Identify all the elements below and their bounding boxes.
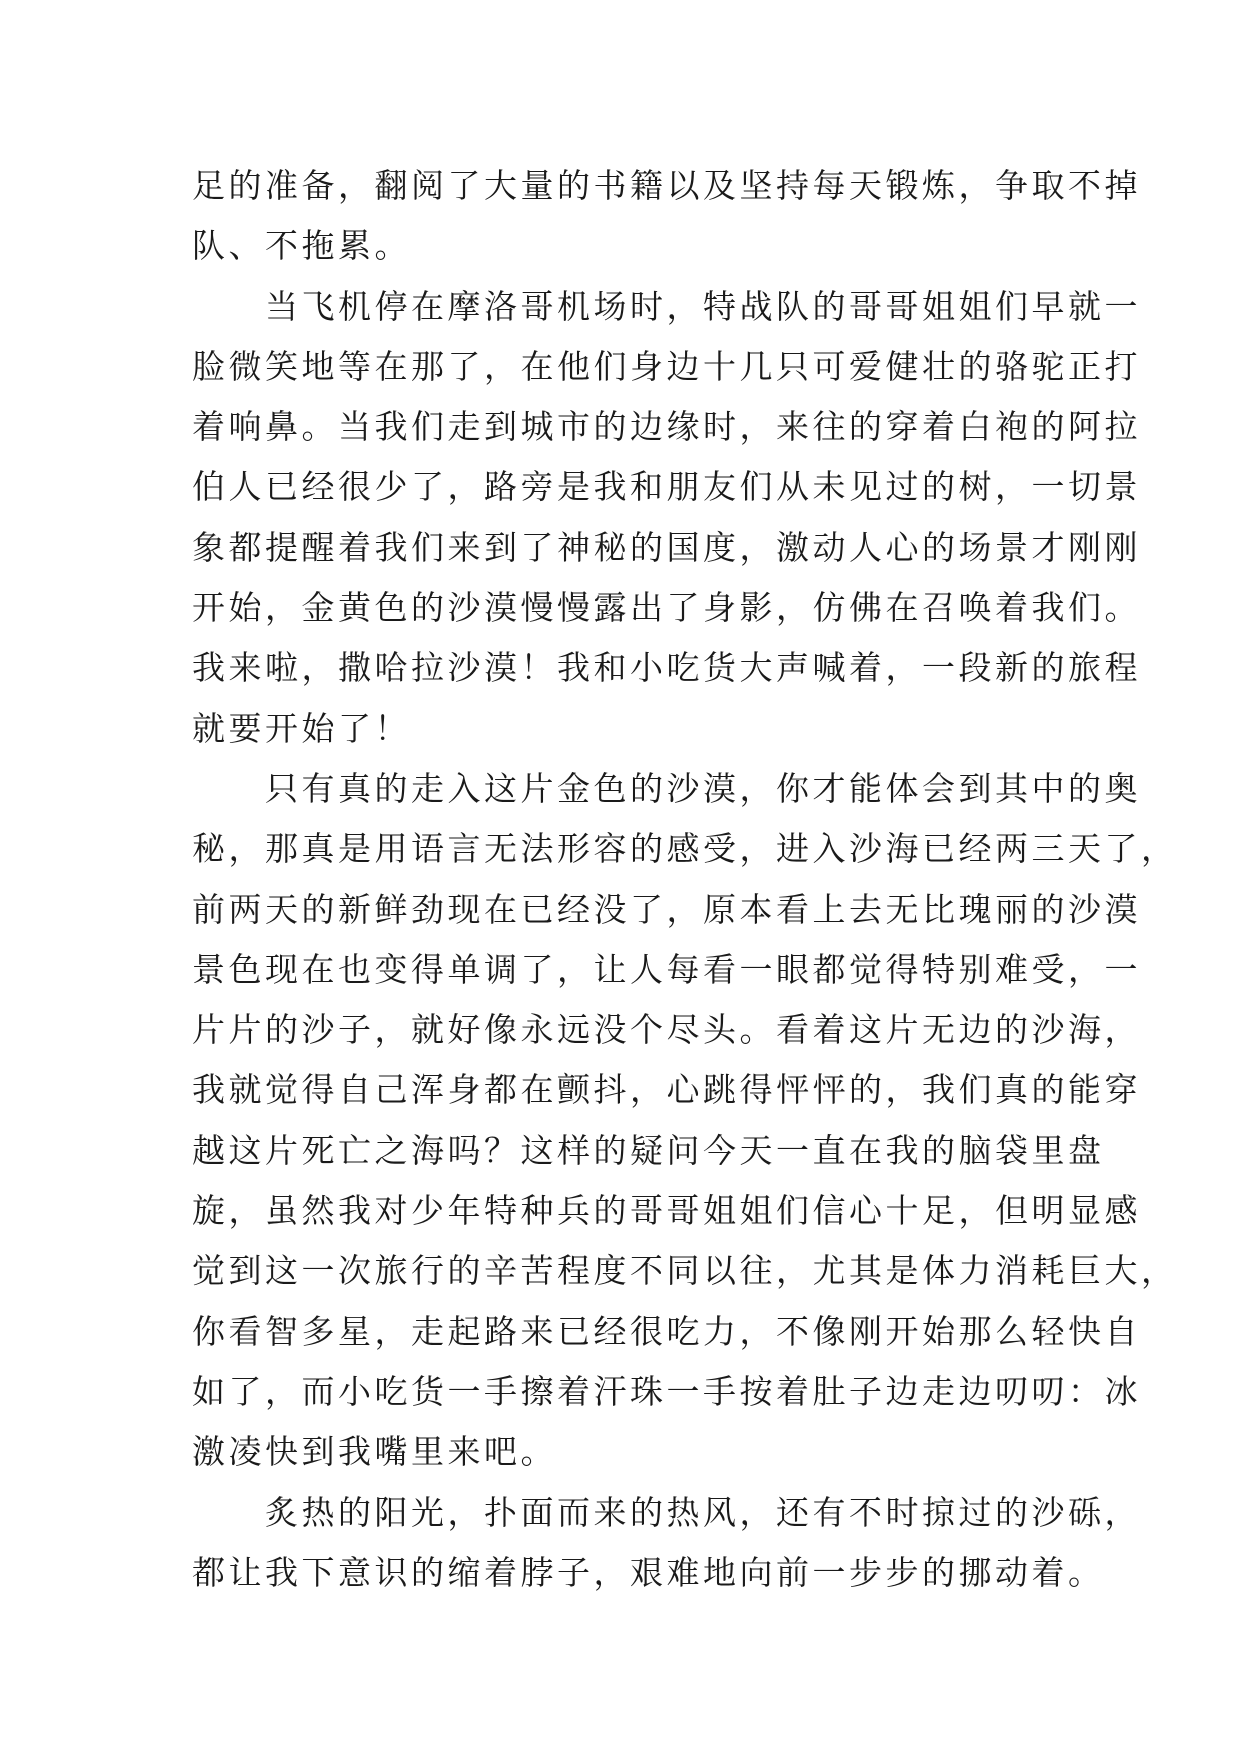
text-line: 片片的沙子，就好像永远没个尽头。看着这片无边的沙海，	[192, 1010, 1141, 1050]
text-line: 足的准备，翻阅了大量的书籍以及坚持每天锻炼，争取不掉	[192, 166, 1141, 205]
paragraph-first-line: 炙热的阳光，扑面而来的热风，还有不时掠过的沙砾，	[265, 1492, 1141, 1532]
text-line: 脸微笑地等在那了，在他们身边十几只可爱健壮的骆驼正打	[192, 346, 1141, 386]
text-line: 你看智多星，走起路来已经很吃力，不像刚开始那么轻快自	[192, 1311, 1141, 1351]
text-line: 我来啦，撒哈拉沙漠！我和小吃货大声喊着，一段新的旅程	[192, 648, 1141, 688]
text-line: 都让我下意识的缩着脖子，艰难地向前一步步的挪动着。	[192, 1552, 1105, 1592]
text-line: 象都提醒着我们来到了神秘的国度，激动人心的场景才刚刚	[192, 527, 1141, 567]
text-line: 如了，而小吃货一手擦着汗珠一手按着肚子边走边叨叨：冰	[192, 1371, 1141, 1411]
text-line: 队、不拖累。	[192, 226, 411, 266]
text-line: 就要开始了！	[192, 708, 411, 748]
text-line: 开始，金黄色的沙漠慢慢露出了身影，仿佛在召唤着我们。	[192, 588, 1141, 628]
text-line: 着响鼻。当我们走到城市的边缘时，来往的穿着白袍的阿拉	[192, 407, 1141, 447]
text-line: 觉到这一次旅行的辛苦程度不同以往，尤其是体力消耗巨大，	[192, 1251, 1178, 1291]
paragraph-first-line: 只有真的走入这片金色的沙漠，你才能体会到其中的奥	[265, 768, 1141, 808]
body-text	[192, 156, 1178, 1603]
text-line: 景色现在也变得单调了，让人每看一眼都觉得特别难受，一	[192, 949, 1141, 989]
text-line: 前两天的新鲜劲现在已经没了，原本看上去无比瑰丽的沙漠	[192, 889, 1141, 929]
text-line: 伯人已经很少了，路旁是我和朋友们从未见过的树，一切景	[192, 467, 1141, 507]
text-line: 秘，那真是用语言无法形容的感受，进入沙海已经两三天了，	[192, 829, 1178, 869]
paragraph-first-line: 当飞机停在摩洛哥机场时，特战队的哥哥姐姐们早就一	[265, 286, 1141, 326]
text-line: 旋，虽然我对少年特种兵的哥哥姐姐们信心十足，但明显感	[192, 1191, 1141, 1231]
text-line: 我就觉得自己浑身都在颤抖，心跳得怦怦的，我们真的能穿	[192, 1070, 1141, 1110]
text-line: 激凌快到我嘴里来吧。	[192, 1432, 557, 1472]
text-line: 越这片死亡之海吗？这样的疑问今天一直在我的脑袋里盘	[192, 1130, 1105, 1170]
